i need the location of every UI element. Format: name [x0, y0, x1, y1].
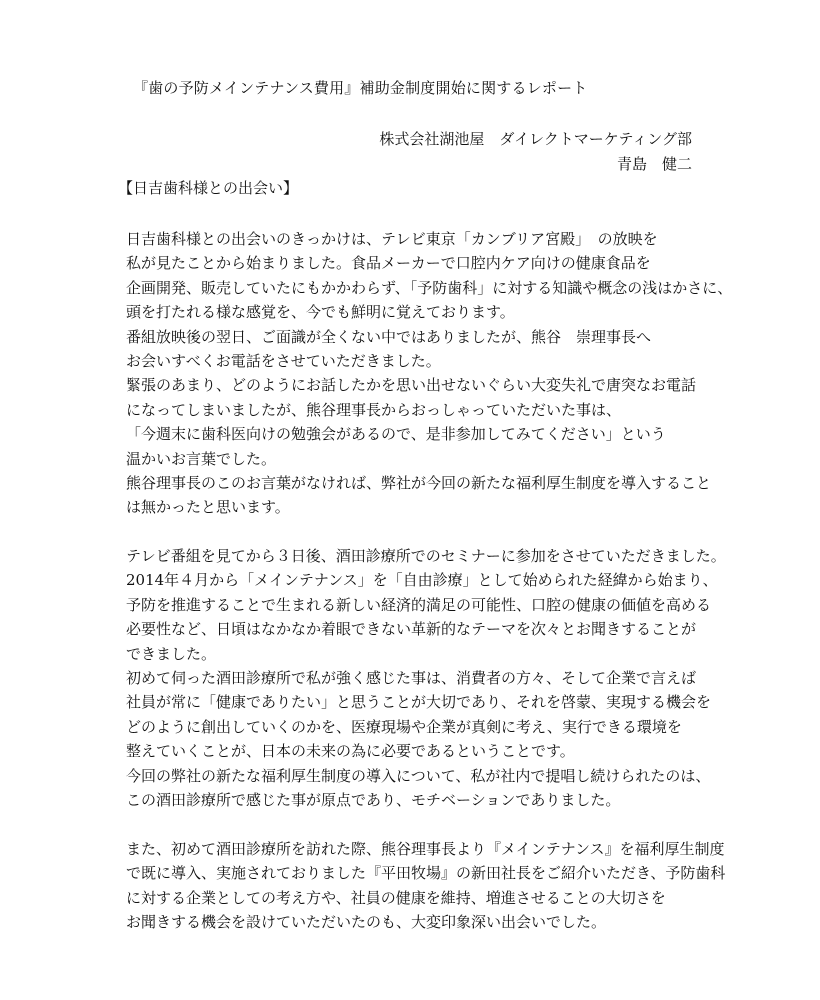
paragraph-line: 番組放映後の翌日、ご面識が全くない中ではありましたが、熊谷 崇理事長へ: [126, 327, 652, 346]
paragraph-line: 整えていくことが、日本の未来の為に必要であるということです。: [126, 742, 575, 761]
paragraph-line: 2014年４月から「メインテナンス」を「自由診療」として始められた経緯から始まり、: [126, 571, 718, 590]
paragraph-line: 「今週末に歯科医向けの勉強会があるので、是非参加してみてください」という: [126, 425, 666, 444]
paragraph-line: お聞きする機会を設けていただいたのも、大変印象深い出会いでした。: [126, 912, 607, 931]
paragraph-line: 頭を打たれる様な感覚を、今でも鮮明に覚えております。: [126, 303, 515, 322]
paragraph-line: 今回の弊社の新たな福利厚生制度の導入について、私が社内で提唱し続けられたのは、: [126, 766, 711, 785]
paragraph-line: 温かいお言葉でした。: [126, 449, 277, 468]
paragraph-spacer: [126, 812, 726, 836]
paragraph-line: この酒田診療所で感じた事が原点であり、モチベーションでありました。: [126, 790, 621, 809]
paragraph-line: 緊張のあまり、どのようにお話したかを思い出せないぐらい大変失礼で唐突なお電話: [126, 376, 697, 395]
paragraph-line: 必要性など、日頃はなかなか着眼できない革新的なテーマを次々とお聞きすることが: [126, 620, 697, 639]
paragraph-line: できました。: [126, 644, 217, 663]
paragraph-line: で既に導入、実施されておりました『平田牧場』の新田社長をご紹介いただき、予防歯科: [126, 864, 726, 883]
report-body: [126, 227, 733, 934]
paragraph-line: になってしまいましたが、熊谷理事長からおっしゃっていただいた事は、: [126, 400, 622, 419]
paragraph-line: 日吉歯科様との出会いのきっかけは、テレビ東京「カンブリア宮殿」 の放映を: [126, 230, 658, 248]
paragraph-line: また、初めて酒田診療所を訪れた際、熊谷理事長より『メインテナンス』を福利厚生制度: [126, 839, 725, 858]
paragraph-spacer: [126, 520, 726, 544]
paragraph-line: 私が見たことから始まりました。食品メーカーで口腔内ケア向けの健康食品を: [126, 254, 651, 273]
author-name: 青島 健二: [616, 155, 692, 173]
paragraph-line: 初めて伺った酒田診療所で私が強く感じた事は、消費者の方々、そして企業で言えば: [126, 669, 697, 688]
paragraph-line: は無かったと思います。: [126, 498, 290, 517]
paragraph-line: 社員が常に「健康でありたい」と思うことが大切であり、それを啓蒙、実現する機会を: [126, 693, 712, 712]
author-company: 株式会社湖池屋 ダイレクトマーケティング部: [379, 130, 692, 148]
paragraph-line: 熊谷理事長のこのお言葉がなければ、弊社が今回の新たな福利厚生制度を導入すること: [126, 473, 712, 492]
section-heading: 【日吉歯科様との出会い】: [118, 179, 299, 197]
paragraph-line: テレビ番組を見てから３日後、酒田診療所でのセミナーに参加をさせていただきました。: [126, 547, 726, 566]
paragraph-line: お会いすべくお電話をさせていただきました。: [126, 351, 441, 370]
paragraph-line: 予防を推進することで生まれる新しい経済的満足の可能性、口腔の健康の価値を高める: [126, 595, 712, 614]
paragraph-line: どのように創出していくのかを、医療現場や企業が真剣に考え、実行できる環境を: [126, 717, 682, 736]
document-title: 『歯の予防メインテナンス費用』補助金制度開始に関するレポート: [133, 79, 588, 97]
paragraph-line: に対する企業としての考え方や、社員の健康を維持、増進させることの大切さを: [126, 888, 666, 907]
paragraph-line: 企画開発、販売していたにもかかわらず、「予防歯科」に対する知識や概念の浅はかさに、: [126, 278, 733, 297]
